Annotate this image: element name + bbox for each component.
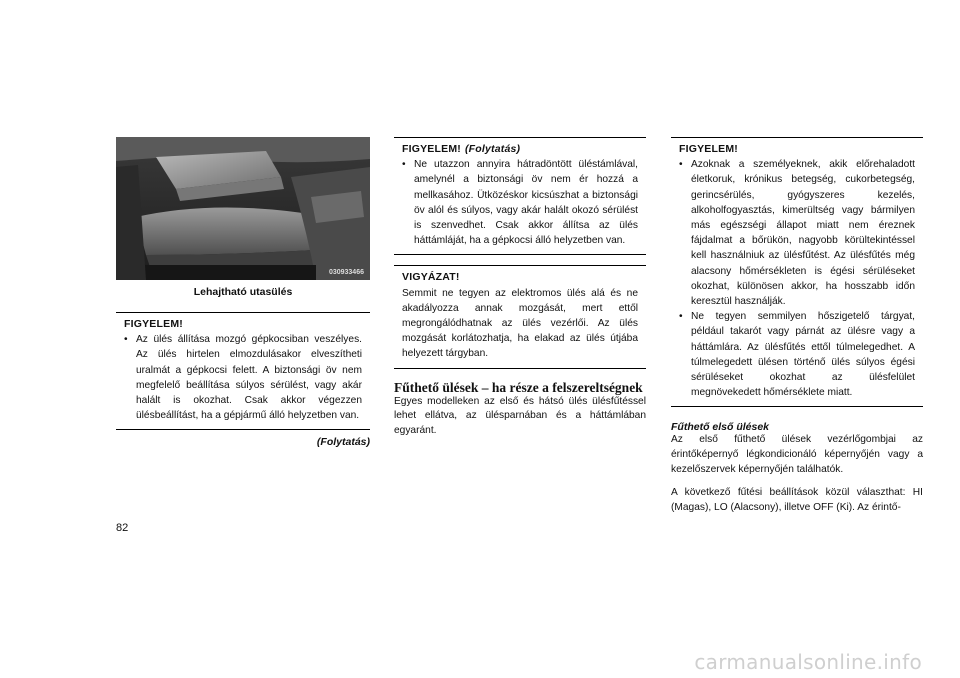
warning-box-3: [671, 137, 923, 407]
subsection-para-1: Az első fűthető ülések vezérlőgombjai az érintőképernyő légkondicionáló képernyőjén vagy a kezelőszervek képernyőjén találhatók.: [671, 434, 923, 476]
figure-caption: Lehajtható utasülés: [193, 286, 293, 298]
caution-box: [394, 265, 646, 368]
caution-text: Semmit ne tegyen az elektromos ülés alá és ne akadályozza annak mozgását, mert ettől megrongálódhatnak az ülés vezérlői. Az ülés mozgását korlátozhatja, ha elakad az ülés útjába helyezett tárgyban.: [402, 287, 638, 360]
warning-heading: FIGYELEM!: [124, 318, 183, 330]
section-title: Fűthető ülések – ha része a felszereltségnek: [394, 379, 643, 395]
folding-seat-illustration: [116, 137, 370, 280]
section-text: Egyes modelleken az első és hátsó ülés ülésfűtéssel lehet ellátva, az ülésparnában és a háttámlában egyaránt.: [394, 395, 646, 437]
column-middle: [394, 137, 646, 439]
warning-bullet: • Ne tegyen semmilyen hőszigetelő tárgyat, például takarót vagy párnát az ülésre vagy a háttámlára. Az ülésfűtés ettől túlmelegedhet. A túlmelegedett ülésen történő ülés súlyos égési sérüléseket okozhat az ülésfelület megnövekedett hőmérséklete miatt.: [679, 309, 915, 400]
page-number: 82: [116, 522, 129, 534]
seat-photo: [116, 137, 370, 280]
continued-label: (Folytatás): [316, 436, 370, 449]
warning-heading: FIGYELEM!: [679, 143, 738, 155]
warning-box-1: [116, 312, 370, 430]
column-left: [116, 137, 370, 448]
subsection-para-2: A következő fűtési beállítások közül választhat: HI (Magas), LO (Alacsony), illetve OFF (Ki). Az érintő-: [671, 486, 923, 513]
warning-text: • Ne utazzon annyira hátradöntött üléstámlával, amelynél a biztonsági öv nem ér hozzá a mellkasához. Ütközéskor kicsúszhat a biztonsági öv alól és súlyos, vagy akár halált okozó sérülést is szenvedhet. Csak akkor állítsa az ülés háttámláját, ha a gépkocsi álló helyzetben van.: [402, 157, 638, 248]
figure-code: 030933466: [328, 269, 364, 276]
warning-bullet: • Azoknak a személyeknek, akik előrehaladott életkoruk, krónikus betegség, cukorbetegség, gerincsérülés, gyógyszeres kezelés, alkoholfogyasztás, kimerültség vagy bármilyen más egészségi állapot miatt nem éreznek fájdalmat a bőrükön, nagyobb körültekintéssel kell használniuk az ülésfűtést. Az ülésfűtés még alacsony hőmérsékleten is égési sérüléseket okozhat, különösen akkor, ha hosszabb időn keresztül használják.: [679, 157, 915, 309]
warning-box-2: [394, 137, 646, 255]
column-right: [671, 137, 923, 515]
subsection-title: Fűthető első ülések: [671, 421, 770, 434]
warning-heading-cont: (Folytatás): [464, 143, 521, 155]
warning-text: • Az ülés állítása mozgó gépkocsiban veszélyes. Az ülés hirtelen elmozdulásakor elveszítheti uralmát a gépkocsi felett. A biztonsági öv nem megfelelő beállítása súlyos sérülést, vagy akár halált is okozhat. Csak akkor végezzen ülésbeállítást, ha a gépjármű álló helyzetben van.: [124, 332, 362, 423]
warning-heading-text: FIGYELEM!: [402, 143, 461, 155]
watermark: carmanualsonline.info: [694, 650, 922, 674]
caution-heading: VIGYÁZAT!: [402, 271, 460, 284]
warning-heading-continued: [402, 142, 638, 157]
